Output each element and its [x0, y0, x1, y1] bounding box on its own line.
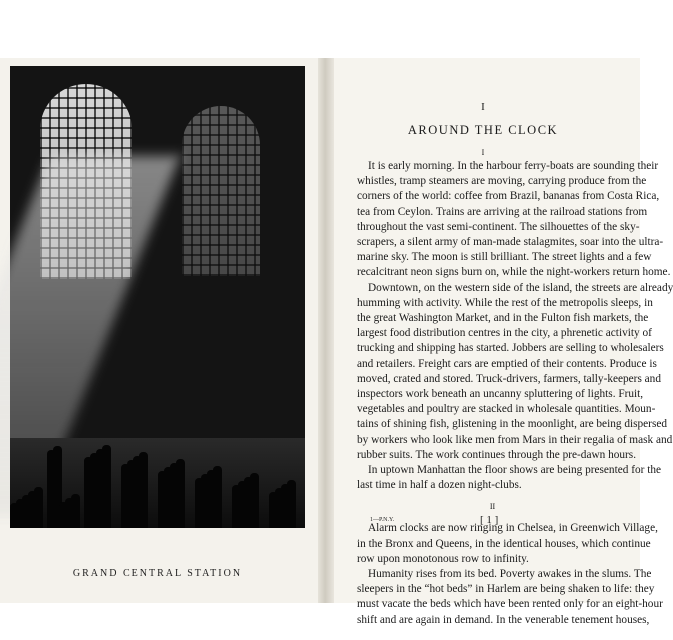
book-gutter: [318, 58, 334, 603]
text-line: Humanity rises from its bed. Poverty awakes in the slums. The: [368, 568, 652, 581]
text-line: trucking and shipping has started. Jobbers are selling to wholesalers: [357, 342, 664, 355]
text-line: and retailers. Freight cars are emptied of their contents. Produce is: [357, 357, 657, 370]
text-line: vegetables and poultry are stacked in wholesale quantities. Moun-: [357, 403, 656, 416]
text-line: last time in half a dozen night-clubs.: [357, 479, 522, 492]
person-silhouette: [213, 466, 222, 528]
text-line: throughout the vast semi-continent. The silhouettes of the sky-: [357, 220, 640, 233]
paragraph: [357, 281, 673, 463]
page-number: [ 1 ]: [480, 514, 499, 526]
text-line: sleepers in the “hot beds” in Harlem are being shaken to life: they: [357, 583, 655, 596]
text-line: row upon monotonous row to infinity.: [357, 552, 529, 565]
text-line: Alarm clocks are now ringing in Chelsea, in Greenwich Village,: [368, 522, 658, 535]
text-line: scrapers, a silent army of man-made stalagmites, soar into the ultra-: [357, 236, 664, 249]
chapter-number: I: [481, 101, 485, 113]
text-line: In uptown Manhattan the floor shows are being presented for the: [368, 464, 662, 477]
person-silhouette: [34, 487, 43, 528]
person-silhouette: [102, 445, 111, 528]
text-line: rubber suits. The work continues through the pre-dawn hours.: [357, 448, 637, 461]
text-line: must vacate the beds which have been rented only for an eight-hour: [357, 598, 663, 611]
text-line: the great Washington Market, and in the Fulton fish markets, the: [357, 312, 649, 325]
person-silhouette: [139, 452, 148, 528]
text-line: Downtown, on the western side of the island, the streets are already: [368, 281, 673, 294]
text-line: shift and are again in demand. In the venerable tenement houses,: [357, 613, 650, 626]
paragraph: [357, 463, 662, 493]
text-line: tea from Ceylon. Trains are arriving at the railroad stations from: [357, 205, 648, 218]
body-text: [357, 159, 673, 628]
text-line: tains of shining fish, glistening in the moonlight, are being dispersed: [357, 418, 667, 431]
text-line: corners of the world: coffee from Brazil, bananas from Costa Rica,: [357, 190, 660, 203]
person-silhouette: [71, 494, 80, 528]
section-number: I: [481, 148, 485, 157]
photo-caption: GRAND CENTRAL STATION: [72, 568, 243, 579]
text-line: It is early morning. In the harbour ferry-boats are sounding their: [368, 160, 659, 172]
text-line: inspectors work beneath an uncanny spluttering of lights. Fruit,: [357, 388, 644, 401]
section-number: II: [489, 502, 496, 512]
text-line: whistles, tramp steamers are moving, carrying produce from the: [357, 175, 647, 188]
paragraph: [357, 567, 663, 628]
text-line: humming with activity. While the rest of the metropolis sleeps, in: [357, 296, 653, 309]
text-line: recalcitrant neon signs burn on, while the night-workers return home.: [357, 266, 671, 279]
person-silhouette: [250, 473, 259, 528]
text-line: marine sky. The moon is still brilliant. The street lights and a few: [357, 251, 652, 264]
arched-window: [182, 106, 260, 276]
paragraph: [357, 521, 658, 567]
text-line: in the Bronx and Queens, in the identical houses, which continue: [357, 537, 651, 550]
photograph-grand-central: [10, 66, 305, 528]
signature-mark: 1—P.N.Y.: [370, 517, 395, 523]
chapter-title: AROUND THE CLOCK: [407, 123, 559, 137]
text-line: by workers who look like men from Mars in their regalia of mask and: [357, 433, 673, 446]
paragraph: [357, 159, 671, 281]
person-silhouette: [176, 459, 185, 528]
person-silhouette: [287, 480, 296, 528]
text-line: moved, crated and stored. Truck-drivers, farmers, tally-keepers and: [357, 372, 661, 385]
text-line: largest food distribution centres in the city, a phrenetic activity of: [357, 327, 652, 340]
